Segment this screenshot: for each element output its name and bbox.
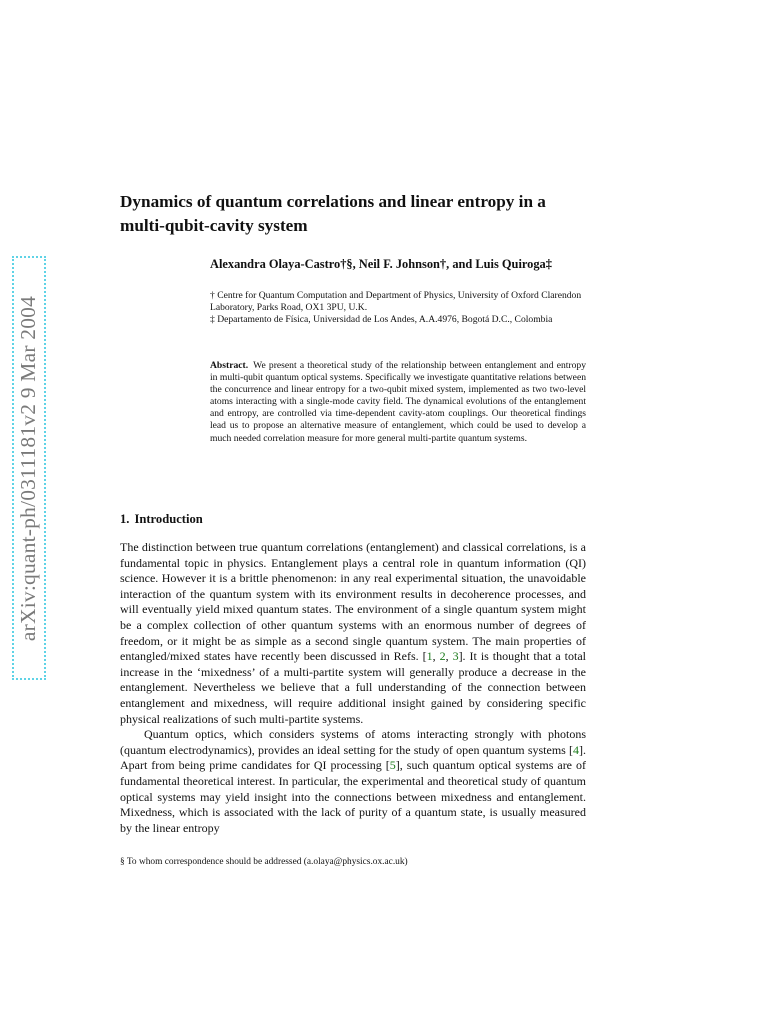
citation-link-2[interactable]: 2 xyxy=(439,649,446,664)
paper-title: Dynamics of quantum correlations and linear entropy in a multi-qubit-cavity system xyxy=(120,192,546,235)
affiliation-2: ‡ Departamento de Física, Universidad de Los Andes, A.A.4976, Bogotá D.C., Colombia xyxy=(210,314,553,325)
paragraph-2-text-a: Quantum optics, which considers systems of atoms interacting strongly with photons (quantum electrodynamics), provides an ideal setting for the study of open quantum systems [ xyxy=(120,727,586,757)
body-text xyxy=(120,540,586,836)
section-heading xyxy=(120,512,203,527)
affiliation-1: † Centre for Quantum Computation and Department of Physics, University of Oxford Clarendon Laboratory, Parks Road, OX1 3PU, U.K. xyxy=(210,290,582,313)
abstract-label: Abstract. xyxy=(210,360,249,371)
abstract-text: We present a theoretical study of the relationship between entanglement and entropy in multi-qubit quantum optical systems. Specifically we investigate quantitative relations between the concurrence and linear entropy for a two-qubit mixed system, implemented as two two-level atoms interacting with a single-mode cavity field. The dynamical evolutions of the entanglement and entropy, are controlled via time-dependent cavity-atom couplings. Our theoretical findings lead us to propose an alternative measure of entanglement, which could be used to develop a much needed correlation measure for more general multi-partite quantum systems. xyxy=(210,360,587,444)
arxiv-identifier-text: arXiv:quant-ph/0311181v2 9 Mar 2004 xyxy=(16,295,41,641)
paragraph-2-text-b: ]. Apart from being prime candidates for QI processing [ xyxy=(120,742,586,773)
paragraph-1-text-b: ]. It is thought that a total increase in the ‘mixedness’ of a multi-partite system will generally produce a decrease in the entanglement. Nevertheless we believe that a full understanding of the connection between entanglement and mixedness, will require additional insight gained by considering specific physical realizations of such multi-partite systems. xyxy=(120,649,586,726)
footnote: § To whom correspondence should be addressed (a.olaya@physics.ox.ac.uk) xyxy=(120,857,408,867)
arxiv-identifier-stamp xyxy=(12,256,46,680)
paragraph-2 xyxy=(120,727,586,836)
section-number: 1. xyxy=(120,512,130,526)
paragraph-1: The distinction between true quantum correlations (entanglement) and classical correlations, is a fundamental topic in physics. Entanglement plays a central role in quantum information (QI) science. However it is a brittle phenomenon: in any real experimental situation, the unavoidable interaction of the quantum system with its environment results in decoherence processes, and will eventually yield mixed quantum states. The environment of a single quantum system might be a complex collection of other quantum systems with an enormous number of degrees of freedom, or it might be as simple as a second single quantum system. The main properties of entangled/mixed states have recently been discussed in Refs. [1, 2, 3]. It is thought that a total increase in the ‘mixedness’ of a multi-partite system will generally produce a decrease in the entanglement. Nevertheless we believe that a full understanding of the connection between entanglement and mixedness, will require additional insight gained by considering specific physical realizations of such multi-partite systems. xyxy=(120,540,586,726)
citation-link-3[interactable]: 3 xyxy=(452,649,459,664)
abstract xyxy=(210,360,586,445)
citation-link-5[interactable]: 5 xyxy=(389,758,396,773)
citation-link-1[interactable]: 1 xyxy=(426,649,433,664)
citation-link-4[interactable]: 4 xyxy=(573,742,579,757)
paragraph-1-text-a: The distinction between true quantum correlations (entanglement) and classical correlations, is a fundamental topic in physics. Entanglement plays a central role in quantum information (QI) science. However it is a brittle phenomenon: in any real experimental situation, the unavoidable interaction of the quantum system with its environment results in decoherence processes, and will eventually yield mixed quantum states. The environment of a single quantum system might be a complex collection of other quantum systems with an enormous number of degrees of freedom, or it might be as simple as a second single quantum system. The main properties of entangled/mixed states have recently been discussed in Refs. [ xyxy=(120,540,586,664)
author-list: Alexandra Olaya-Castro†§, Neil F. Johnson†, and Luis Quiroga‡ xyxy=(210,257,552,271)
section-title: Introduction xyxy=(134,512,203,526)
paragraph-2-text-c: ], such quantum optical systems are of fundamental theoretical interest. In particular, the experimental and theoretical study of quantum optical systems may yield insight into the connections between mixedness and entanglement. Mixedness, which is associated with the lack of purity of a quantum state, is usually measured by the linear entropy xyxy=(120,758,586,835)
